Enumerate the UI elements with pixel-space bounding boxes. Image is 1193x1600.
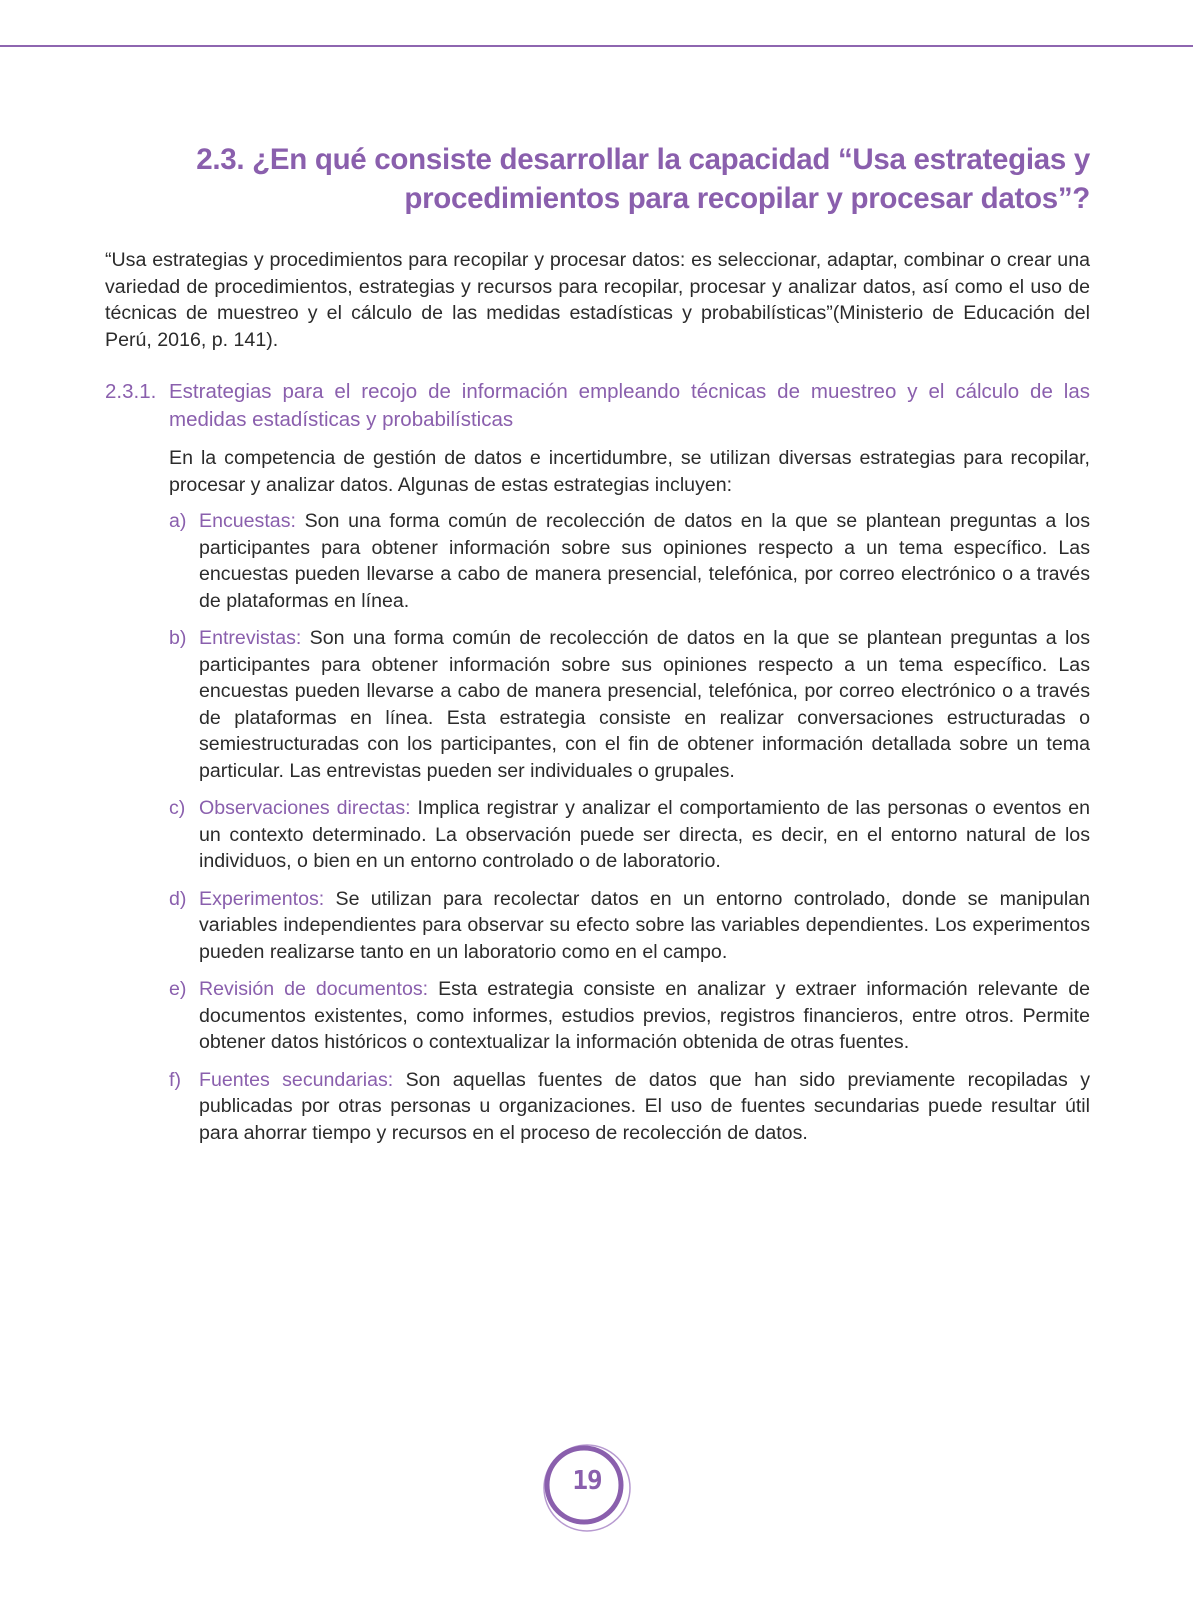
item-description: Se utilizan para recolectar datos en un entorno controlado, donde se manipulan variables independientes para observar su efecto sobre las variables dependientes. Los experimentos pueden realizarse tanto en un laboratorio como en el campo. xyxy=(199,887,1090,963)
item-letter: a) xyxy=(169,510,187,532)
item-term: Revisión de documentos: xyxy=(199,978,429,1000)
item-description: Son una forma común de recolección de datos en la que se plantean preguntas a los participantes para obtener información sobre sus opiniones respecto a un tema específico. Las encuestas pueden llevarse a cabo de manera presencial, telefónica, por correo electrónico o a través de plataformas en línea. Esta estrategia consiste en realizar conversaciones estructuradas o semiestructuradas con los participantes, con el fin de obtener información detallada sobre un tema particular. Las entrevistas pueden ser individuales o grupales. xyxy=(199,627,1090,782)
subsection-number: 2.3.1. xyxy=(105,380,157,403)
item-text xyxy=(199,886,1090,966)
item-description: Son una forma común de recolección de datos en la que se plantean preguntas a los participantes para obtener información sobre sus opiniones respecto a un tema específico. Las encuestas pueden llevarse a cabo de manera presencial, telefónica, por correo electrónico o a través de plataformas en línea. xyxy=(199,510,1090,612)
header-rule xyxy=(0,45,1193,47)
strategy-list xyxy=(169,508,1090,1146)
item-text xyxy=(199,508,1090,614)
page-content xyxy=(105,140,1090,1157)
item-letter: c) xyxy=(169,797,186,819)
item-letter: f) xyxy=(169,1068,181,1091)
item-description: Implica registrar y analizar el comportamiento de las personas o eventos en un contexto determinado. La observación puede ser directa, es decir, en el entorno natural de los individuos, o bien en un entorno controlado o de laboratorio. xyxy=(199,797,1090,872)
item-letter: e) xyxy=(169,978,187,1000)
item-term: Observaciones directas: xyxy=(199,797,411,819)
list-item xyxy=(169,508,1090,614)
item-letter: b) xyxy=(169,627,187,649)
item-description: Son aquellas fuentes de datos que han sido previamente recopiladas y publicadas por otras personas u organizaciones. El uso de fuentes secundarias puede resultar útil para ahorrar tiempo y recursos en el proceso de recolección de datos. xyxy=(199,1068,1090,1144)
item-term: Experimentos: xyxy=(199,887,325,910)
item-term: Entrevistas: xyxy=(199,627,302,649)
list-item xyxy=(169,886,1090,966)
item-text xyxy=(199,795,1090,875)
item-text xyxy=(199,1067,1090,1147)
subsection-title: Estrategias para el recojo de información empleando técnicas de muestreo y el cálculo de las medidas estadísticas y probabilísticas xyxy=(169,380,1090,431)
subsection-body xyxy=(169,445,1090,1146)
item-term: Encuestas: xyxy=(199,510,296,532)
section-title: 2.3. ¿En qué consiste desarrollar la capacidad “Usa estrategias y procedimientos para recopilar y procesar datos”? xyxy=(196,143,1090,215)
item-term: Fuentes secundarias: xyxy=(199,1068,394,1091)
item-text xyxy=(199,625,1090,784)
subsection-intro: En la competencia de gestión de datos e incertidumbre, se utilizan diversas estrategias para recopilar, procesar y analizar datos. Algunas de estas estrategias incluyen: xyxy=(169,447,1090,496)
item-text xyxy=(199,976,1090,1056)
item-letter: d) xyxy=(169,887,187,910)
item-description: Esta estrategia consiste en analizar y extraer información relevante de documentos existentes, como informes, estudios previos, registros financieros, entre otros. Permite obtener datos históricos o contextualizar la información obtenida de otras fuentes. xyxy=(199,978,1090,1053)
section-intro: “Usa estrategias y procedimientos para recopilar y procesar datos: es seleccionar, adaptar, combinar o crear una variedad de procedimientos, estrategias y recursos para recopilar, procesar y analizar datos, así como el uso de técnicas de muestreo y el cálculo de las medidas estadísticas y probabilísticas”(Ministerio de Educación del Perú, 2016, p. 141). xyxy=(105,249,1090,351)
list-item xyxy=(169,1067,1090,1147)
list-item xyxy=(169,976,1090,1056)
list-item xyxy=(169,795,1090,875)
list-item xyxy=(169,625,1090,784)
subsection-heading xyxy=(105,378,1090,434)
page-number: 19 xyxy=(572,1466,602,1496)
